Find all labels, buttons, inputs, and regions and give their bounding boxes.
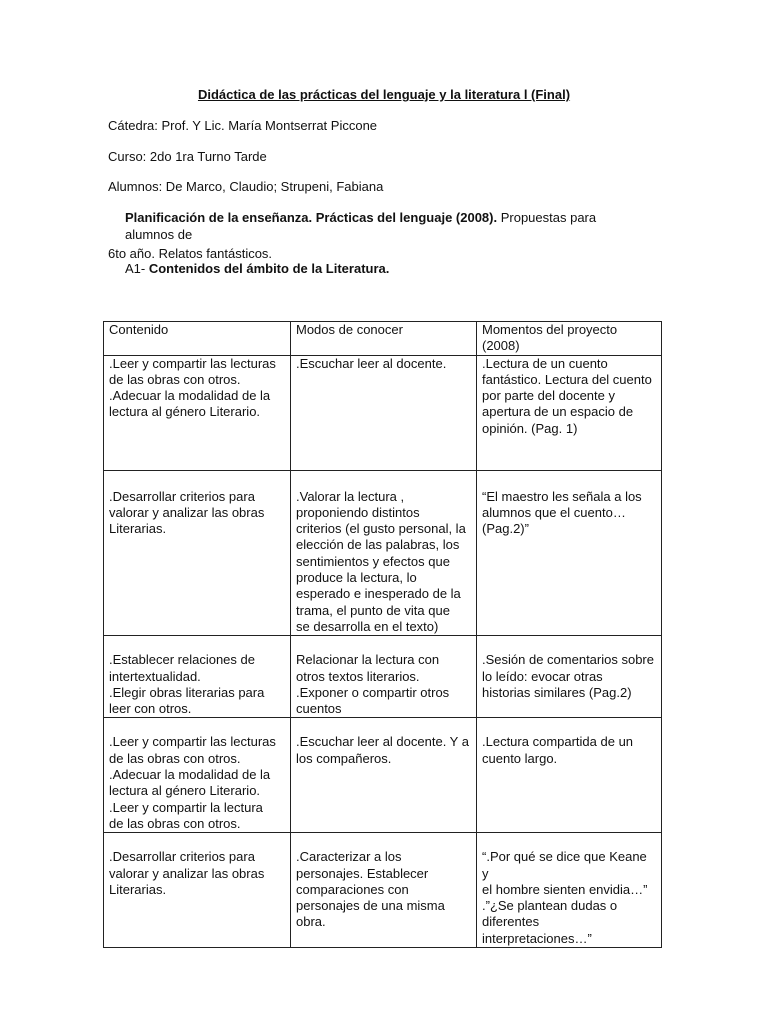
cell-text-line: Literarias. [109, 881, 167, 897]
cell-text-line: personajes de una misma [296, 898, 445, 914]
cell-text-line: trama, el punto de vita que [296, 602, 450, 618]
planificacion-title: Planificación de la enseñanza. Prácticas del lenguaje (2008). [125, 210, 498, 225]
table-header-row [104, 322, 662, 356]
cell-text-line: .”¿Se plantean dudas o [482, 898, 618, 914]
planificacion-paragraph [108, 210, 648, 263]
cell-contenido [104, 718, 291, 833]
cell-text-line: interpretaciones…” [482, 930, 592, 946]
cell-text-line: de las obras con otros. [109, 815, 241, 831]
cell-text-line: .Elegir obras literarias para [109, 684, 265, 700]
table-row [104, 470, 662, 636]
cell-text-line: .Lectura de un cuento [482, 355, 608, 371]
cell-text-line: cuentos [296, 701, 342, 717]
cell-text-line: .Leer y compartir las lecturas [109, 355, 276, 371]
cell-text-line: .Caracterizar a los [296, 849, 402, 865]
cell-text-line: .Establecer relaciones de [109, 652, 255, 668]
cell-text-line: (Pag.2)” [482, 521, 529, 537]
section-a1-title: Contenidos del ámbito de la Literatura. [148, 261, 390, 276]
cell-contenido [104, 636, 291, 718]
cell-momentos-del-proyecto [477, 355, 662, 470]
cell-text-line: personajes. Establecer [296, 865, 429, 881]
cell-text-line: Relacionar la lectura con [296, 652, 440, 668]
cell-text-line: sentimientos y efectos que [296, 553, 450, 569]
section-a1-heading [125, 261, 665, 278]
cell-text-line: proponiendo distintos [296, 504, 420, 520]
cell-text-line: comparaciones con [296, 881, 409, 897]
cell-text-line: .Escuchar leer al docente. Y a [296, 734, 469, 750]
cell-modos-de-conocer [291, 636, 477, 718]
cell-text-line: opinión. (Pag. 1) [482, 420, 578, 436]
cell-text-line: diferentes [482, 914, 540, 930]
cell-text-line: obra. [296, 914, 326, 930]
cell-momentos-del-proyecto [477, 636, 662, 718]
cell-momentos-del-proyecto [477, 833, 662, 948]
cell-text-line: leer con otros. [109, 701, 192, 717]
cell-text-line: Literarias. [109, 521, 167, 537]
cell-contenido [104, 470, 291, 636]
cell-text-line: cuento largo. [482, 750, 558, 766]
cell-text-line: el hombre sienten envidia…” [482, 881, 648, 897]
cell-text-line: produce la lectura, lo [296, 570, 417, 586]
cell-text-line: .Valorar la lectura , [296, 488, 405, 504]
cell-text-line: los compañeros. [296, 750, 392, 766]
cell-modos-de-conocer [291, 470, 477, 636]
cell-text-line: .Exponer o compartir otros [296, 684, 450, 700]
cell-text-line: por parte del docente y [482, 388, 615, 404]
table-row [104, 718, 662, 833]
cell-text-line: apertura de un espacio de [482, 404, 634, 420]
cell-text-line: otros textos literarios. [296, 668, 420, 684]
cell-text-line: fantástico. Lectura del cuento [482, 371, 652, 387]
cell-text-line: valorar y analizar las obras [109, 504, 265, 520]
planificacion-text: Propuestas para alumnos de [125, 210, 597, 242]
cell-text-line: .Leer y compartir la lectura [109, 799, 263, 815]
cell-text-line: lo leído: evocar otras [482, 668, 603, 684]
planificacion-text-line2: 6to año. Relatos fantásticos. [108, 246, 273, 261]
cell-text-line: .Adecuar la modalidad de la [109, 388, 271, 404]
cell-text-line: .Sesión de comentarios sobre [482, 652, 654, 668]
cell-text-line: alumnos que el cuento… [482, 504, 626, 520]
cell-momentos-del-proyecto [477, 718, 662, 833]
table-row [104, 355, 662, 470]
cell-text-line: .Leer y compartir las lecturas [109, 734, 276, 750]
catedra-line: Cátedra: Prof. Y Lic. María Montserrat Piccone [108, 118, 378, 133]
cell-text-line: .Lectura compartida de un [482, 734, 634, 750]
alumnos-line: Alumnos: De Marco, Claudio; Strupeni, Fabiana [108, 179, 384, 194]
section-a1-prefix: A1- [125, 261, 149, 276]
cell-text-line: criterios (el gusto personal, la [296, 521, 466, 537]
cell-contenido [104, 833, 291, 948]
cell-modos-de-conocer [291, 833, 477, 948]
cell-text-line: lectura al género Literario. [109, 404, 261, 420]
cell-momentos-del-proyecto [477, 470, 662, 636]
cell-text-line: “.Por qué se dice que Keane y [482, 849, 647, 881]
cell-text-line: esperado e inesperado de la [296, 586, 461, 602]
table-row [104, 636, 662, 718]
document-title: Didáctica de las prácticas del lenguaje y la literatura l (Final) [197, 87, 571, 102]
cell-modos-de-conocer [291, 718, 477, 833]
cell-text-line: valorar y analizar las obras [109, 865, 265, 881]
cell-text-line: .Escuchar leer al docente. [296, 355, 447, 371]
cell-text-line: .Desarrollar criterios para [109, 849, 255, 865]
header-contenido: Contenido [104, 322, 291, 356]
cell-text-line: de las obras con otros. [109, 371, 241, 387]
cell-text-line: se desarrolla en el texto) [296, 618, 439, 634]
cell-text-line: de las obras con otros. [109, 750, 241, 766]
cell-text-line: intertextualidad. [109, 668, 201, 684]
table-row [104, 833, 662, 948]
cell-text-line: .Desarrollar criterios para [109, 488, 255, 504]
cell-text-line: historias similares (Pag.2) [482, 684, 632, 700]
cell-text-line: .Adecuar la modalidad de la [109, 767, 271, 783]
curso-line: Curso: 2do 1ra Turno Tarde [108, 149, 267, 164]
contenidos-table [103, 321, 662, 948]
cell-text-line: “El maestro les señala a los [482, 488, 642, 504]
cell-text-line: lectura al género Literario. [109, 783, 261, 799]
header-momentos-del-proyecto: Momentos del proyecto (2008) [477, 322, 662, 356]
cell-modos-de-conocer [291, 355, 477, 470]
header-modos-de-conocer: Modos de conocer [291, 322, 477, 356]
cell-contenido [104, 355, 291, 470]
cell-text-line: elección de las palabras, los [296, 537, 460, 553]
